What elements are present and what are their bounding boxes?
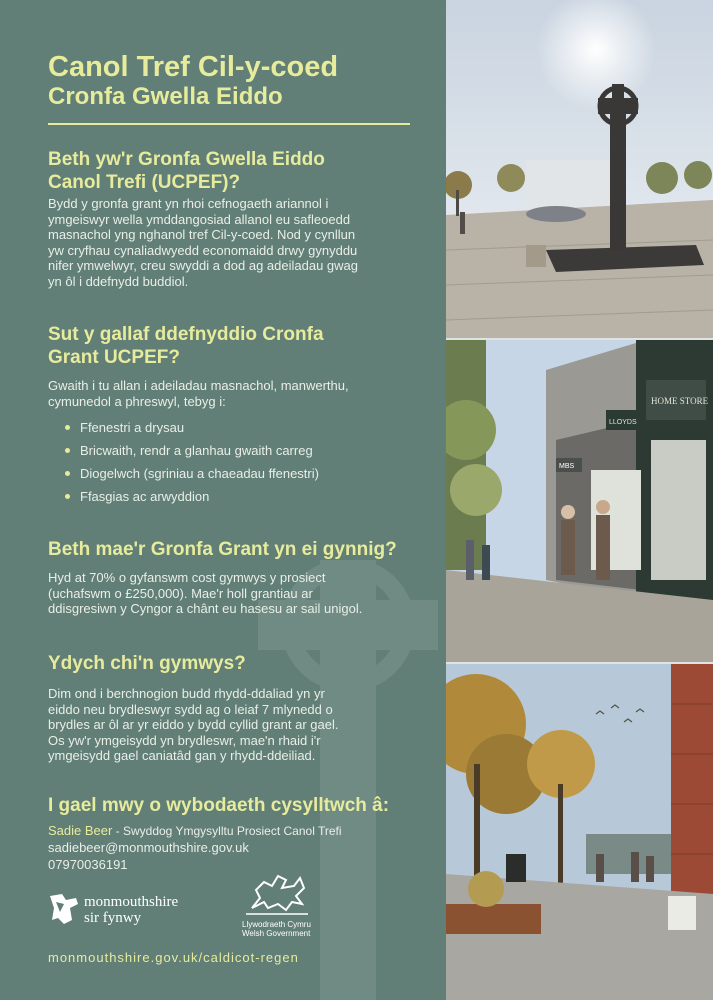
section-1-line: Bydd y gronfa grant yn rhoi cefnogaeth ariannol i [48, 196, 329, 211]
shop-sign-home-store: HOME STORE [651, 396, 709, 406]
wg-line-2: Welsh Government [242, 929, 311, 938]
section-3-heading [48, 538, 418, 561]
list-item: Diogelwch (sgriniau a chaeadau ffenestri) [48, 466, 319, 481]
wg-line-1: Llywodraeth Cymru [242, 920, 311, 929]
section-1-line: masnachol yng nghanol tref Cil-y-coed. Nod y cynllun [48, 227, 356, 243]
section-4-heading [48, 652, 418, 675]
list-item: Bricwaith, rendr a glanhau gwaith carreg [48, 443, 319, 458]
lane-visual [446, 664, 713, 1000]
page-title: Canol Tref Cil-y-coed [48, 51, 339, 83]
section-4-heading-line-1: Ydych chi'n gymwys? [48, 653, 246, 674]
contact-name: Sadie Beer [48, 823, 113, 838]
contact-person [48, 823, 342, 839]
section-1-body [48, 196, 418, 290]
section-1-line: nifer ymwelwyr, creu swyddi a dod ag adeiladau gwag [48, 258, 359, 274]
section-1-line: ymgeiswyr wella ymddangosiad allanol eu safleoedd [48, 211, 351, 227]
section-4-body [48, 686, 418, 764]
contact-phone[interactable]: 07970036191 [48, 857, 128, 872]
section-1-heading-line-1: Beth yw'r Gronfa Gwella Eiddo [48, 149, 325, 170]
eligible-works-list [48, 420, 319, 512]
contact-email-link[interactable]: sadiebeer@monmouthshire.gov.uk [48, 840, 249, 855]
section-3-line: (uchafswm o £250,000). Mae'r holl grantiau ar [48, 585, 313, 601]
welsh-government-wordmark [242, 920, 311, 938]
monmouthshire-logo [48, 890, 208, 934]
monmouthshire-emblem-icon [48, 890, 80, 926]
shop-sign-lloyds: LLOYDS [609, 419, 637, 426]
monmouthshire-wordmark [84, 894, 178, 926]
section-1-heading [48, 148, 418, 194]
visualisation-column [446, 0, 713, 1000]
welsh-dragon-icon [242, 868, 312, 916]
contact-role: - Swyddog Ymgysylltu Prosiect Canol Trefi [112, 824, 342, 838]
shop-street-visual [446, 340, 713, 662]
section-2-heading-line-2: Grant UCPEF? [48, 347, 180, 368]
section-4-line: Dim ond i berchnogion budd rhydd-ddaliad yn yr [48, 686, 325, 701]
section-4-line: ymgeisydd gael caniatâd gan y rhydd-ddeiliad. [48, 748, 316, 764]
section-1-line: yw cryfhau cynaliadwyedd economaidd drwy gynyddu [48, 242, 358, 258]
section-2-body [48, 378, 418, 409]
title-divider [48, 123, 410, 125]
list-item: Ffenestri a drysau [48, 420, 319, 435]
list-item: Ffasgias ac arwyddion [48, 489, 319, 504]
section-3-heading-line-1: Beth mae'r Gronfa Grant yn ei gynnig? [48, 539, 397, 560]
monmouthshire-line-2: sir fynwy [84, 910, 142, 926]
section-1-heading-line-2: Canol Trefi (UCPEF)? [48, 172, 241, 193]
section-2-line: Gwaith i tu allan i adeiladau masnachol, manwerthu, [48, 378, 349, 393]
section-3-line: ddisgresiwn y Cyngor a chânt eu hasesu ar sail unigol. [48, 601, 363, 617]
section-4-line: Os yw'r ymgeisydd yn brydleswr, mae'n rhaid i'r [48, 732, 321, 748]
footer-url-link[interactable]: monmouthshire.gov.uk/caldicot-regen [48, 950, 299, 965]
monmouthshire-line-1: monmouthshire [84, 894, 179, 910]
section-3-body [48, 570, 418, 617]
section-1-line: yn ôl i ddefnydd buddiol. [48, 273, 189, 289]
town-square-visual [446, 0, 713, 338]
welsh-government-logo [242, 868, 322, 938]
section-2-heading-line-1: Sut y gallaf ddefnyddio Cronfa [48, 324, 324, 345]
section-4-line: eiddo neu brydleswyr sydd ag o leiaf 7 mlynedd o [48, 701, 333, 717]
shop-sign-mbs: MBS [559, 463, 575, 470]
section-4-line: brydles ar ôl ar yr eiddo y bydd cyllid grant ar gael. [48, 717, 339, 733]
contact-heading: I gael mwy o wybodaeth cysylltwch â: [48, 795, 390, 816]
page-subtitle: Cronfa Gwella Eiddo [48, 83, 283, 110]
section-2-line: cymunedol a phreswyl, tebyg i: [48, 393, 226, 409]
section-2-heading [48, 323, 418, 369]
section-3-line: Hyd at 70% o gyfanswm cost gymwys y prosiect [48, 570, 326, 585]
